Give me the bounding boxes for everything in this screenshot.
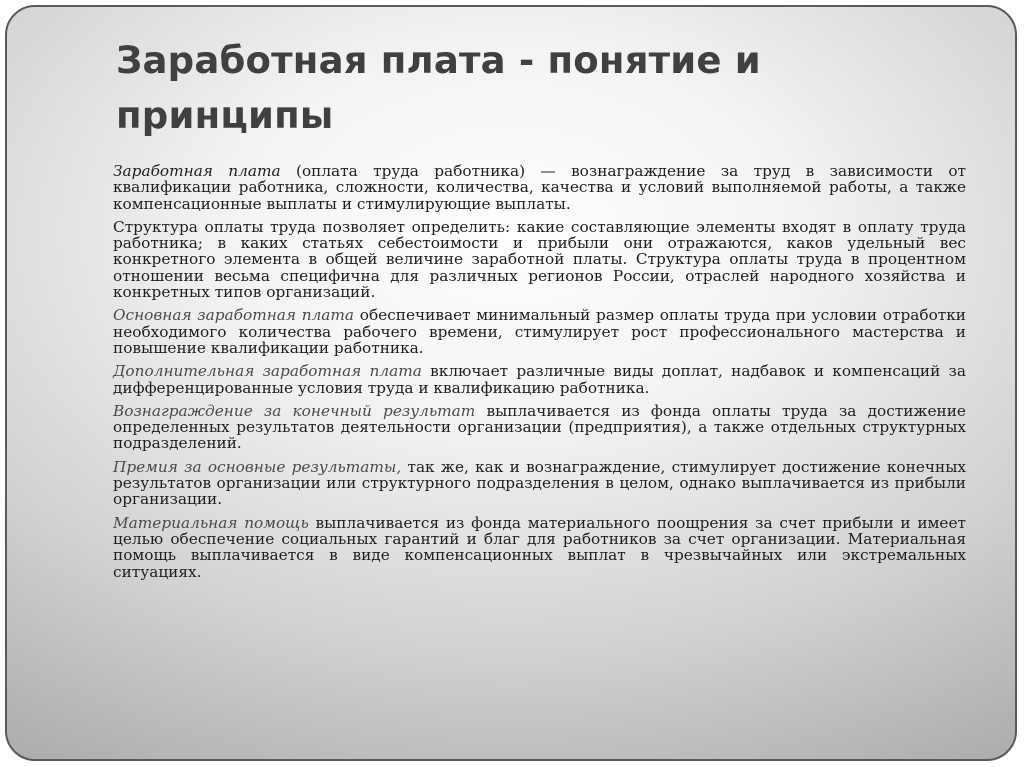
slide-frame xyxy=(5,5,1017,761)
slide-title: Заработная плата - понятие и принципы xyxy=(116,39,761,137)
term-main-results-bonus: Премия за основные результаты, xyxy=(113,457,402,476)
term-material-aid: Материальная помощь xyxy=(113,513,309,532)
text-additional-wage: включает различные виды доплат, надбавок и компенсаций за дифференцированные условия труда и квалификацию работника. xyxy=(113,362,967,397)
term-wage: Заработная плата xyxy=(113,162,281,180)
paragraph-final-result-reward xyxy=(113,403,966,452)
text-main-results-bonus: так же, как и вознаграждение, стимулирует достижение конечных результатов организации или структурного подразделения в целом, однако выплачивается из прибыли организации. xyxy=(113,457,966,509)
paragraph-material-aid xyxy=(113,515,966,580)
paragraph-wage-definition xyxy=(113,163,966,212)
paragraph-additional-wage xyxy=(113,363,966,396)
text-material-aid: выплачивается из фонда материального поощрения за счет прибыли и имеет целью обеспечение социальных гарантий и благ для работников за счет организации. Материальная помощь выплачивается в виде компенсационных выплат в чрезвычайных или экстремальных ситуациях. xyxy=(113,513,966,581)
slide-body xyxy=(113,163,966,587)
paragraph-main-results-bonus xyxy=(113,459,966,508)
term-final-result-reward: Вознаграждение за конечный результат xyxy=(113,401,476,420)
text-wage-definition: (оплата труда работника) — вознаграждение за труд в зависимости от квалификации работника, сложности, количества, качества и условий выполняемой работы, а также компенсационные выплаты и стимулирующие выплаты. xyxy=(113,162,966,213)
paragraph-basic-wage xyxy=(113,307,966,356)
text-pay-structure: Структура оплаты труда позволяет определить: какие составляющие элементы входят в оплату труда работника; в каких статьях себестоимости и прибыли они отражаются, каков удельный вес конкретного элемента в общей величине заработной платы. Структура оплаты труда в процентном отношении весьма специфична для различных регионов России, отраслей народного хозяйства и конкретных типов организаций. xyxy=(113,217,966,302)
term-additional-wage: Дополнительная заработная плата xyxy=(113,362,422,381)
text-final-result-reward: выплачивается из фонда оплаты труда за достижение определенных результатов деятельности организации (предприятия), а также отдельных структурных подразделений. xyxy=(113,401,966,453)
term-basic-wage: Основная заработная плата xyxy=(113,306,355,325)
paragraph-pay-structure xyxy=(113,219,966,300)
text-basic-wage: обеспечивает минимальный размер оплаты труда при условии отработки необходимого количества рабочего времени, стимулирует рост профессионального мастерства и повышение квалификации работника. xyxy=(113,306,966,357)
